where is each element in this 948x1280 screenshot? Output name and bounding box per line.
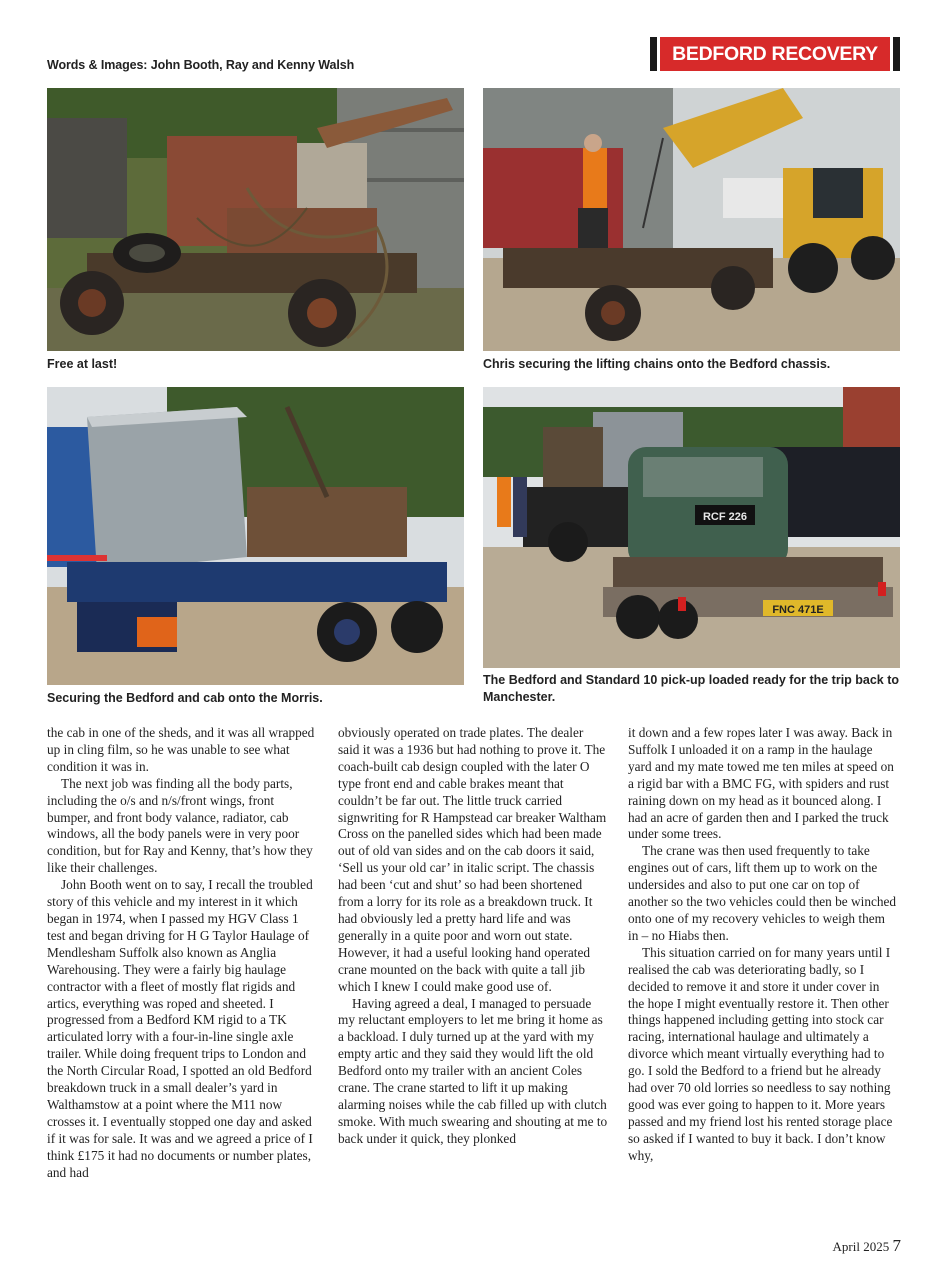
paragraph: Having agreed a deal, I managed to persuade my reluctant employers to let me bring it home as a backload. I duly turned up at the yard with my empty artic and they said they would lift the old Bedford onto my trailer with an ancient Coles crane. The crane started to lift it up making alarming noises while the cab filled up with clutch smoke. With much swearing and shouting at me to back under it quick, they plonked	[338, 995, 608, 1146]
paragraph: The next job was finding all the body parts, including the o/s and n/s/front wings, front bumper, and front body valance, radiator, cab windows, all the body panels were in very poor condition, but for Ray and Kenny, that’s how they like their challenges.	[47, 775, 313, 876]
overgrown-bedford-truck-photo	[47, 88, 464, 351]
rear-number-plate: FNC 471E	[772, 604, 824, 616]
paragraph: This situation carried on for many years until I realised the cab was deteriorating badly, so I decided to remove it and store it under cover in the hope I might eventually restore it. Then other things happened including getting into stock car racing, international haulage and ultimately a divorce which meant virtually everything had to go. I sold the Bedford to a friend but he already had over 70 old lorries so needless to say nothing good was ever going to happen to it. More years passed and my friend lost his rented storage place so asked if I wanted to buy it back. I don’t know why,	[628, 944, 893, 1163]
badge-bar-left	[650, 37, 657, 71]
badge-bar-right	[893, 37, 900, 71]
article-column-1	[47, 725, 317, 1181]
credit-line: Words & Images: John Booth, Ray and Kenny Walsh	[47, 58, 355, 72]
photo-caption-2: Chris securing the lifting chains onto the Bedford chassis.	[483, 357, 831, 371]
photo-caption-4: The Bedford and Standard 10 pick-up loaded ready for the trip back to Manchester.	[483, 673, 900, 704]
issue-date: April 2025	[832, 1239, 890, 1254]
article-column-3	[628, 725, 898, 1165]
photo-caption-1: Free at last!	[47, 357, 118, 371]
paragraph: John Booth went on to say, I recall the troubled story of this vehicle and my interest in it which began in 1974, when I passed my HGV Class 1 test and began driving for H G Taylor Haulage of Mendlesham Suffolk also known as Anglia Warehousing. They were a fairly big haulage contractor with a fleet of mostly flat rigids and artics, everything was roped and sheeted. I progressed from a Bedford KM rigid to a TK articulated lorry with a four-in-line single axle trailer. While doing frequent trips to London and the North Circular Road, I spotted an old Bedford breakdown truck in a small dealer’s yard in Walthamstow at a point where the M11 now crosses it. I eventually stopped one day and asked if it was for sale. It was and we agreed a price of I think £175 it had no documents or number plates, and had	[47, 877, 313, 1180]
front-number-plate: RCF 226	[702, 511, 748, 523]
paragraph: obviously operated on trade plates. The dealer said it was a 1936 but had nothing to prove it. The coach-built cab design coupled with the later O type front end and cable brakes meant that couldn’t be far out. The little truck carried signwriting for R Hampstead car breaker Waltham Cross on the panelled sides which had been made out of old van sides and on the cab doors it said, ‘Sell us your old car’ in italic script. The chassis had been ‘cut and shut’ so had been shortened from a lorry for its role as a breakdown truck. It had obviously led a pretty hard life and was generally in a quite poor and worn out state. However, it had a useful looking hand operated crane mounted on the back with quite a tall jib which I knew I could make good use of.	[338, 725, 607, 994]
telehandler-lifting-chassis-photo	[483, 88, 900, 351]
page-number: 7	[892, 1236, 901, 1255]
standard-10-on-trailer-photo	[483, 387, 900, 668]
section-badge	[650, 37, 900, 71]
section-title: BEDFORD RECOVERY	[660, 37, 890, 71]
paragraph: the cab in one of the sheds, and it was all wrapped up in cling film, so he was unable to see what condition it was in.	[47, 725, 315, 774]
page-folio	[833, 1236, 901, 1256]
flatbed-lorry-loaded-photo	[47, 387, 464, 685]
photo-caption-3: Securing the Bedford and cab onto the Morris.	[47, 691, 323, 705]
article-column-2	[338, 725, 608, 1148]
paragraph: it down and a few ropes later I was away. Back in Suffolk I unloaded it on a ramp in the haulage yard and my mate towed me ten miles at speed on a rigid bar with a BMC FG, with spiders and rust raining down on my head as it bounced along. I had an acre of garden then and I parked the truck under some trees.	[628, 725, 894, 842]
paragraph: The crane was then used frequently to take engines out of cars, lift them up to work on the undersides and also to put one car on top of another so the two vehicles could then be winched onto one of my recovery vehicles to weigh them in – no Hiabs then.	[628, 843, 897, 943]
